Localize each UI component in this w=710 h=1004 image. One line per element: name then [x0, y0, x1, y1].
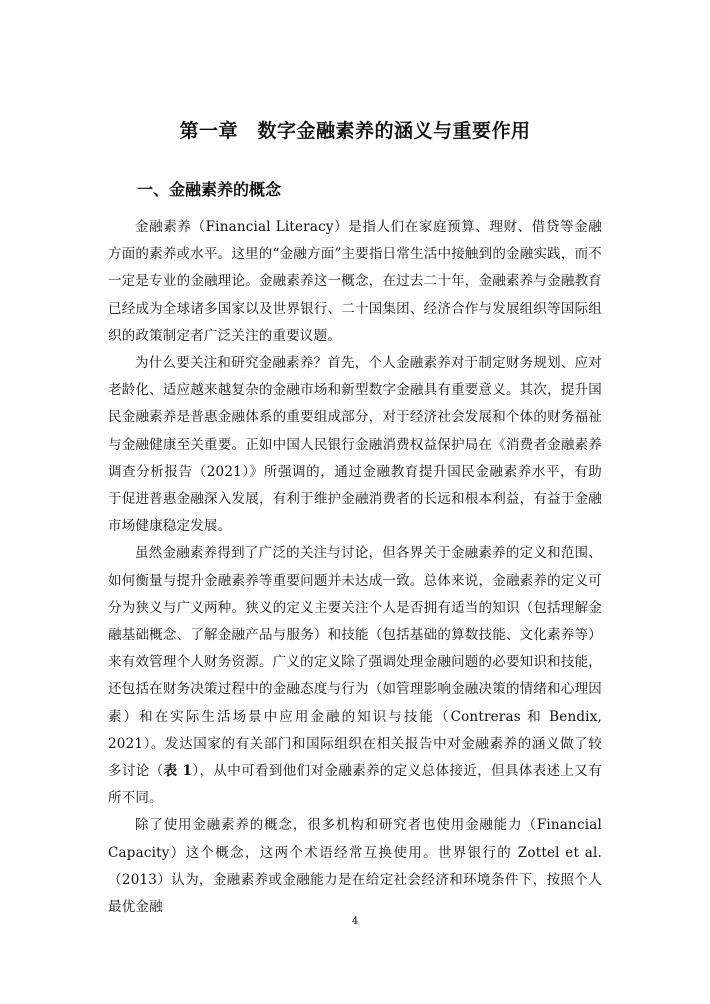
paragraph-1: 金融素养（Financial Literacy）是指人们在家庭预算、理财、借贷等金融方面的素养或水平。这里的“金融方面”主要指日常生活中接触到的金融实践，而不一定是专业的金融理论。金融素养这一概念，在过去二十年，金融素养与金融教育已经成为全球诸多国家以及世界银行、二十国集团、经济合作与发展组织等国际组织的政策制定者广泛关注的重要议题。 — [108, 219, 602, 344]
paragraph-4: 除了使用金融素养的概念，很多机构和研究者也使用金融能力（Financial Capacity）这个概念，这两个术语经常互换使用。世界银行的 Zottel et al.（2013）认为，金融素养或金融能力是在给定社会经济和环境条件下，按照个人最优金融 — [108, 817, 602, 916]
paragraph-3-text-b: ），从中可看到他们对金融素养的定义总体接近，但具体表述上又有所不同。 — [108, 763, 603, 807]
section-title: 一、金融素养的概念 — [137, 180, 282, 199]
paragraph-3 — [108, 540, 602, 812]
page-number: 4 — [351, 916, 359, 927]
body-text — [108, 214, 602, 921]
paragraph-2: 为什么要关注和研究金融素养？首先，个人金融素养对于制定财务规划、应对老龄化、适应越来越复杂的金融市场和新型数字金融具有重要意义。其次，提升国民金融素养是普惠金融体系的重要组成部分，对于经济社会发展和个体的财务福祉与金融健康至关重要。正如中国人民银行金融消费权益保护局在《消费者金融素养调查分析报告（2021）》所强调的，通过金融教育提升国民金融素养水平，有助于促进普惠金融深入发展，有利于维护金融消费者的长远和根本利益，有益于金融市场健康稳定发展。 — [108, 355, 602, 535]
table-reference: 表 1 — [163, 763, 193, 780]
paragraph-3-text-a: 虽然金融素养得到了广泛的关注与讨论，但各界关于金融素养的定义和范围、如何衡量与提升金融素养等重要问题并未达成一致。总体来说，金融素养的定义可分为狭义与广义两种。狭义的定义主要关注个人是否拥有适当的知识（包括理解金融基础概念、了解金融产品与服务）和技能（包括基础的算数技能、文化素养等）来有效管理个人财务资源。广义的定义除了强调处理金融问题的必要知识和技能，还包括在财务决策过程中的金融态度与行为（如管理影响金融决策的情绪和心理因素）和在实际生活场景中应用金融的知识与技能（Contreras 和 Bendix, 2021）。发达国家的有关部门和国际组织在相关报告中对金融素养的涵义做了较多讨论（ — [108, 545, 602, 780]
chapter-title: 第一章 数字金融素养的涵义与重要作用 — [179, 120, 531, 142]
